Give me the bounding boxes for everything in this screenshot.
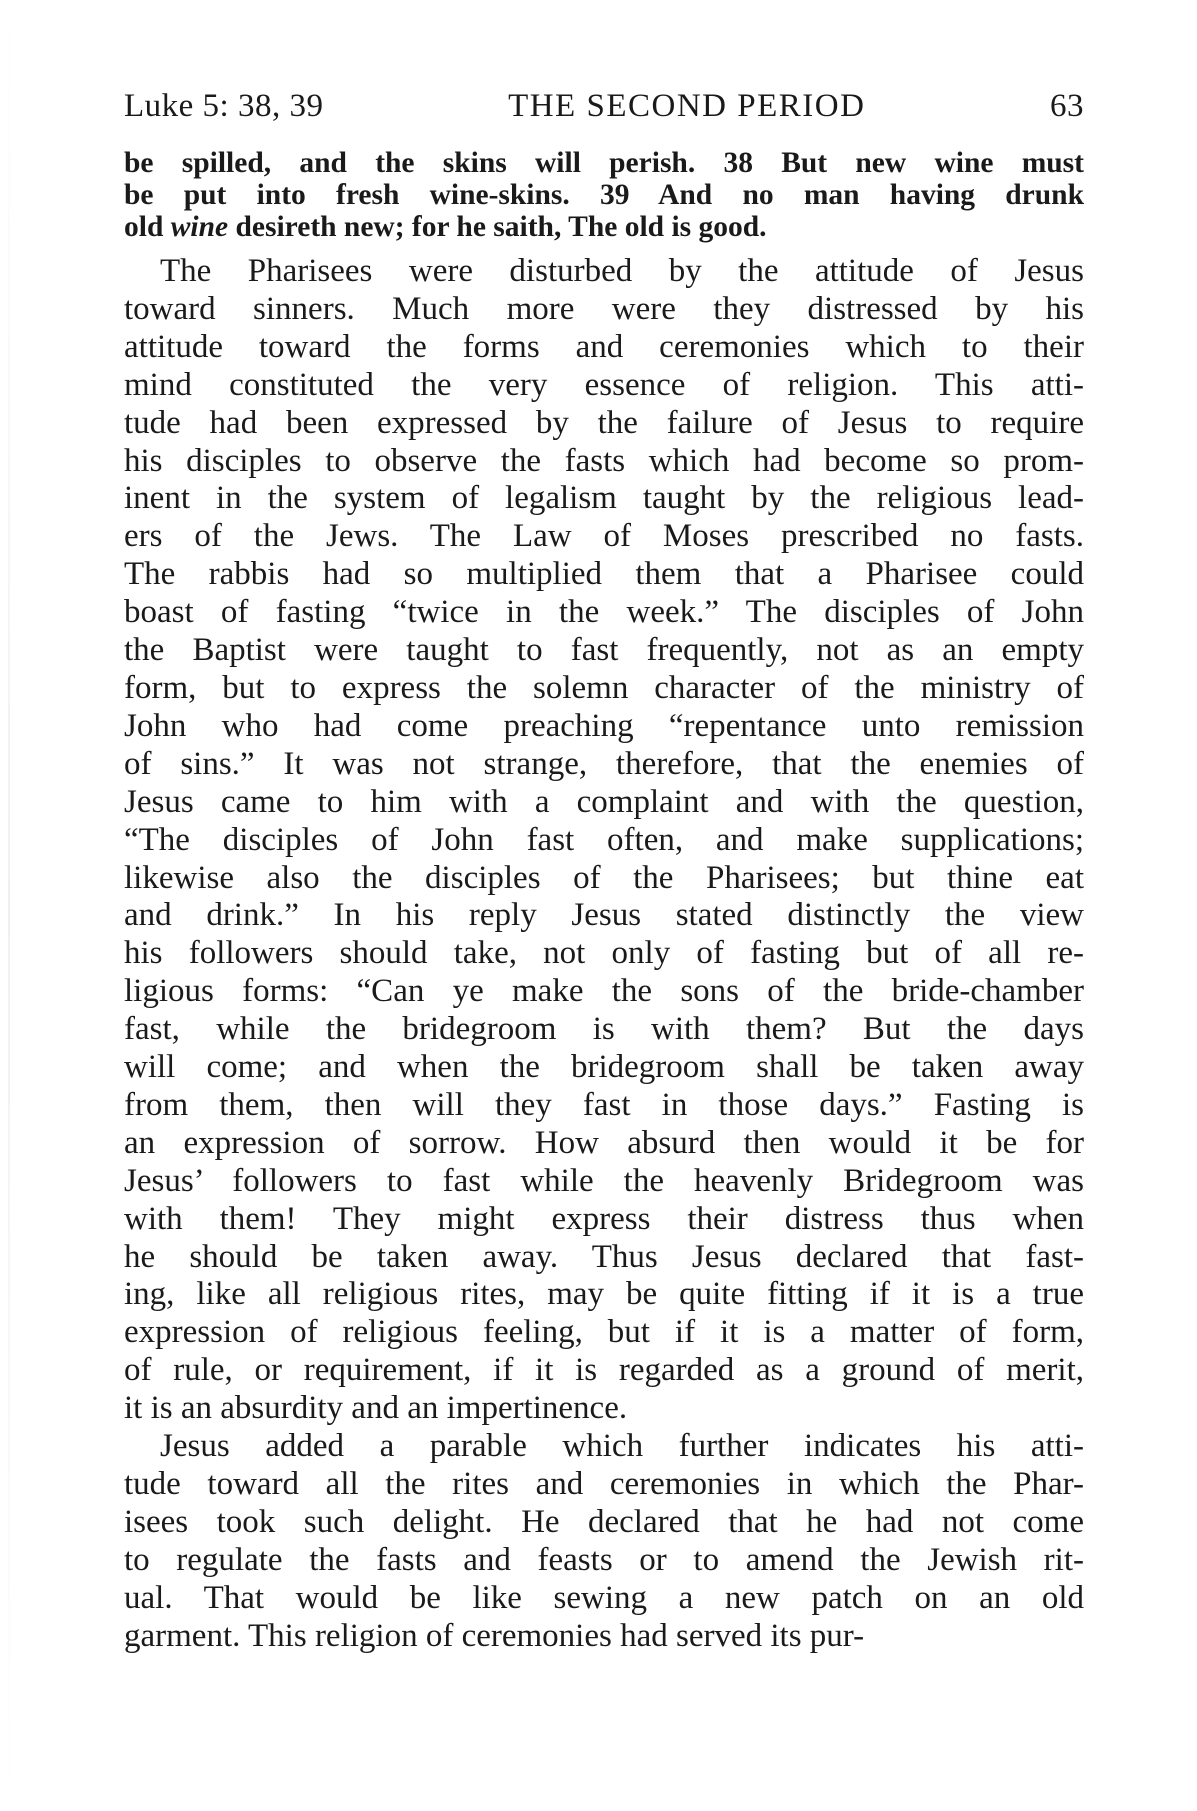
book-page [124,88,1084,1656]
text-line: inent in the system of legalism taught by the religious lead- [124,480,1084,517]
scripture-line: be spilled, and the skins will perish. 38 But new wine must [124,147,1084,179]
text-line: ual. That would be like sewing a new patch on an old [124,1579,1084,1616]
text-line: to regulate the fasts and feasts or to amend the Jewish rit- [124,1541,1084,1578]
text-line: his followers should take, not only of fasting but of all re- [124,935,1084,972]
text-line: form, but to express the solemn character of the ministry of [124,669,1084,706]
text-line: it is an absurdity and an impertinence. [124,1390,628,1427]
scan-edge-mark [8,0,10,1811]
running-head-reference: Luke 5: 38, 39 [124,88,324,124]
text-line: John who had come preaching “repentance unto remission [124,707,1084,744]
text-line: likewise also the disciples of the Pharisees; but thine eat [124,859,1084,896]
text-line: toward sinners. Much more were they distressed by his [124,290,1084,327]
text-line: Jesus came to him with a complaint and with the question, [124,783,1084,820]
text-line: ing, like all religious rites, may be quite fitting if it is a true [124,1276,1084,1313]
text-line: tude toward all the rites and ceremonies in which the Phar- [124,1466,1084,1502]
text-line: of sins.” It was not strange, therefore, that the enemies of [124,745,1084,782]
running-head-title: THE SECOND PERIOD [508,88,866,124]
text-line: fast, while the bridegroom is with them? But the days [124,1011,1084,1048]
text-line: he should be taken away. Thus Jesus declared that fast- [124,1238,1084,1275]
text-line: attitude toward the forms and ceremonies which to their [124,328,1084,365]
text-line: The rabbis had so multiplied them that a Pharisee could [124,556,1084,593]
text-line: tude had been expressed by the failure of Jesus to require [124,404,1084,441]
text-line: of rule, or requirement, if it is regarded as a ground of merit, [124,1352,1084,1389]
text-line: garment. This religion of ceremonies had served its pur- [124,1617,865,1654]
text-line: The Pharisees were disturbed by the attitude of Jesus [160,253,1084,289]
text-line: will come; and when the bridegroom shall be taken away [124,1049,1084,1086]
text-line: his disciples to observe the fasts which had become so prom- [124,442,1084,479]
text-line: ers of the Jews. The Law of Moses prescribed no fasts. [124,518,1084,555]
text-line: expression of religious feeling, but if it is a matter of form, [124,1314,1084,1351]
text-line: with them! They might express their distress thus when [124,1200,1084,1237]
commentary-paragraph-2 [124,1428,1084,1655]
text-line: isees took such delight. He declared that he had not come [124,1503,1084,1540]
text-line: Jesus added a parable which further indicates his atti- [160,1428,1084,1465]
text-line: Jesus’ followers to fast while the heavenly Bridegroom was [124,1162,1084,1199]
running-head [124,88,1084,125]
page-number: 63 [1049,88,1084,124]
text-line: and drink.” In his reply Jesus stated distinctly the view [124,897,1084,934]
commentary-paragraph-1 [124,253,1084,1428]
text-line: mind constituted the very essence of religion. This atti- [124,366,1084,403]
scripture-line: be put into fresh wine-skins. 39 And no man having drunk [124,179,1084,211]
text-line: boast of fasting “twice in the week.” The disciples of John [124,594,1084,631]
text-line: from them, then will they fast in those days.” Fasting is [124,1086,1084,1123]
text-line: “The disciples of John fast often, and make supplications; [124,821,1084,858]
text-line: the Baptist were taught to fast frequently, not as an empty [124,632,1084,669]
scripture-line: old wine desireth new; for he saith, The old is good. [124,211,767,243]
text-line: an expression of sorrow. How absurd then would it be for [124,1124,1084,1161]
scripture-text [124,147,1084,243]
text-line: ligious forms: “Can ye make the sons of the bride-chamber [124,973,1084,1010]
